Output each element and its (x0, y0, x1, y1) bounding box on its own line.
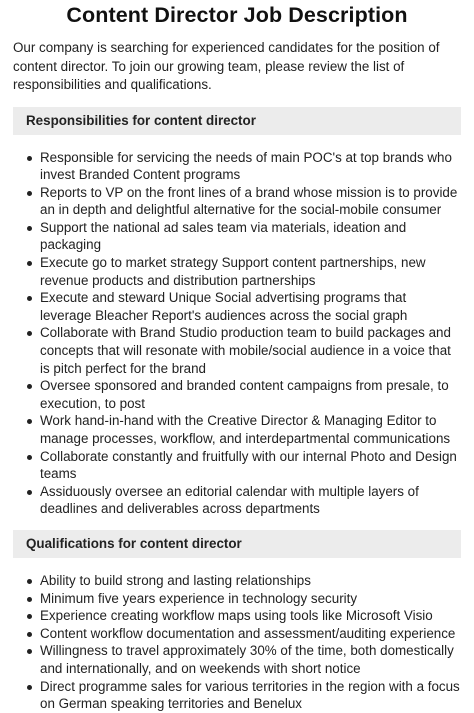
qualifications-heading: Qualifications for content director (13, 530, 461, 558)
qualification-item: Willingness to travel approximately 30% of the time, both domestically and internationally, and on weekends with short notice (13, 642, 461, 677)
responsibility-item: Responsible for servicing the needs of main POC's at top brands who invest Branded Content programs (13, 149, 461, 184)
responsibility-item: Collaborate with Brand Studio production team to build packages and concepts that will resonate with mobile/social audience in a voice that is pitch perfect for the brand (13, 324, 461, 377)
qualification-item: Content workflow documentation and assessment/auditing experience (13, 625, 461, 643)
responsibility-item: Execute go to market strategy Support content partnerships, new revenue products and distribution partnerships (13, 254, 461, 289)
responsibility-item: Work hand-in-hand with the Creative Director & Managing Editor to manage processes, workflow, and interdepartmental communications (13, 412, 461, 447)
responsibility-item: Support the national ad sales team via materials, ideation and packaging (13, 219, 461, 254)
page-title: Content Director Job Description (66, 3, 408, 27)
qualification-item: Ability to build strong and lasting relationships (13, 572, 461, 590)
qualification-item: Minimum five years experience in technology security (13, 590, 461, 608)
qualifications-list (13, 572, 461, 713)
responsibilities-list (13, 149, 461, 518)
intro-paragraph: Our company is searching for experienced candidates for the position of content director. To join our growing team, please review the list of responsibilities and qualifications. (13, 40, 440, 92)
qualification-item: Direct programme sales for various territories in the region with a focus on German speaking territories and Benelux (13, 678, 461, 713)
responsibility-item: Assiduously oversee an editorial calendar with multiple layers of deadlines and deliverables across departments (13, 483, 461, 518)
responsibilities-heading: Responsibilities for content director (13, 107, 461, 135)
responsibility-item: Oversee sponsored and branded content campaigns from presale, to execution, to post (13, 377, 461, 412)
responsibility-item: Collaborate constantly and fruitfully with our internal Photo and Design teams (13, 448, 461, 483)
responsibility-item: Execute and steward Unique Social advertising programs that leverage Bleacher Report's audiences across the social graph (13, 289, 461, 324)
qualification-item: Experience creating workflow maps using tools like Microsoft Visio (13, 607, 461, 625)
responsibility-item: Reports to VP on the front lines of a brand whose mission is to provide an in depth and delightful alternative for the social-mobile consumer (13, 184, 461, 219)
